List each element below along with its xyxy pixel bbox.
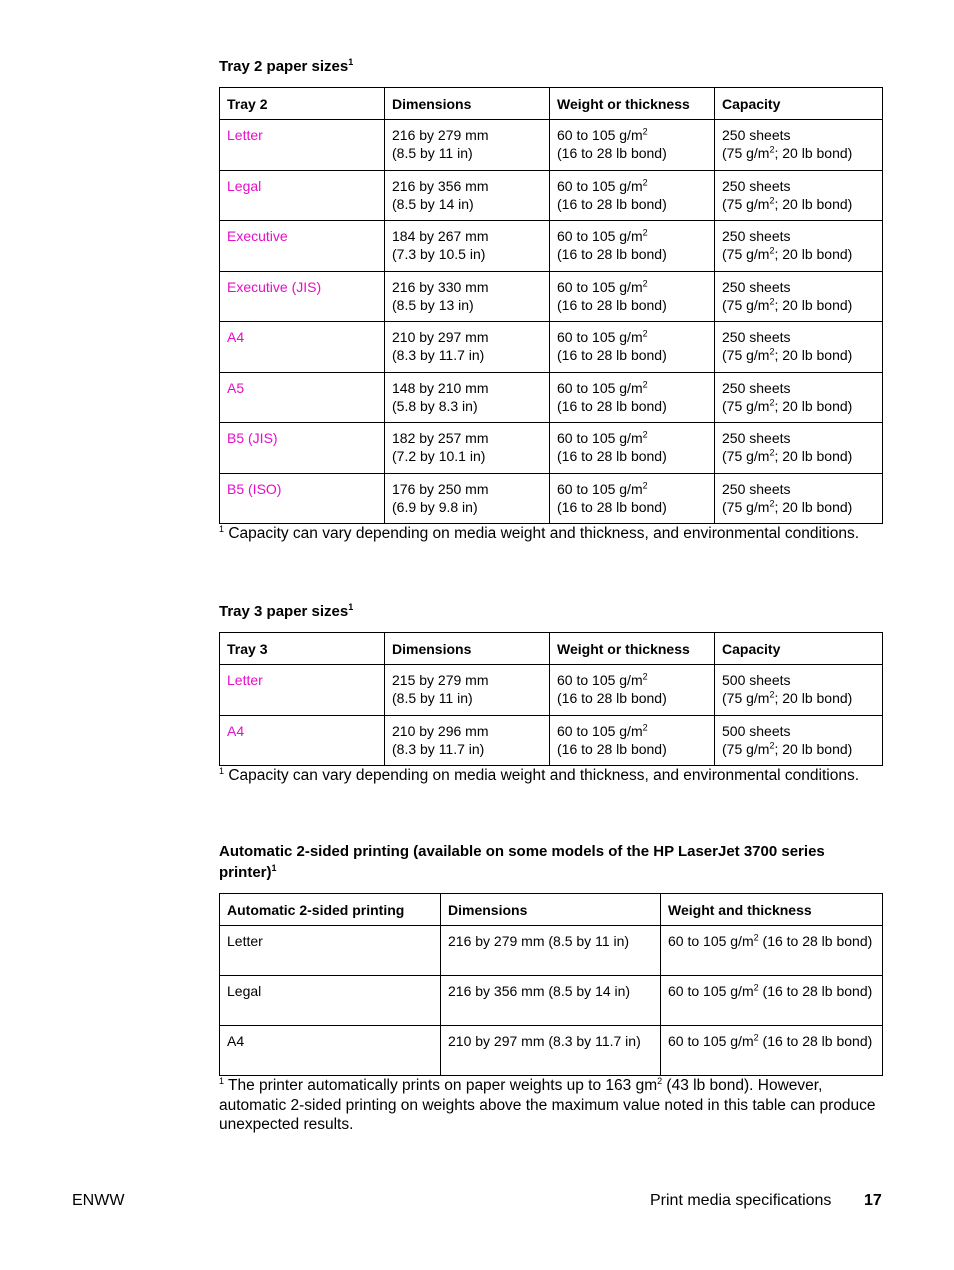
table-row <box>220 271 883 322</box>
duplex-heading: Automatic 2-sided printing (available on some models of the HP LaserJet 3700 series printer)$^1$ <box>219 843 825 881</box>
capacity-sheets: 250 sheets <box>722 228 791 244</box>
table-row <box>220 372 883 423</box>
duplex-table <box>219 893 883 1076</box>
capacity-bond: ; 20 lb bond) <box>774 296 853 313</box>
table-row <box>220 665 883 716</box>
paper-size-label[interactable]: Legal <box>227 177 262 194</box>
paper-size-label[interactable]: A5 <box>227 379 245 396</box>
capacity-cell <box>715 170 883 221</box>
column-header: Weight or thickness <box>550 88 715 120</box>
tray3-footnote: $^1$ Capacity can vary depending on media weight and thickness, and environmental conditions. <box>219 765 860 784</box>
tray3-table <box>219 632 883 766</box>
superscript: 2 <box>769 689 775 700</box>
superscript: 2 <box>769 194 775 205</box>
superscript: 2 <box>769 739 775 750</box>
paper-size-cell: A4 <box>220 1026 441 1076</box>
capacity-sheets: 500 sheets <box>722 672 791 688</box>
dimensions-metric: 210 by 297 mm <box>392 329 489 345</box>
dimensions-cell: 216 by 279 mm (8.5 by 11 in) <box>441 926 661 976</box>
dimensions-imperial: (8.5 by 14 in) <box>392 195 474 212</box>
dimensions-cell <box>385 473 550 524</box>
weight-cell <box>550 715 715 766</box>
capacity-sheets: 250 sheets <box>722 379 791 396</box>
tray2-table <box>219 87 883 524</box>
weight-metric: 60 to 105 g/m <box>668 983 754 999</box>
weight-metric: 60 to 105 g/m <box>557 177 643 194</box>
paper-size-link[interactable] <box>220 665 385 716</box>
capacity-sheets: 250 sheets <box>722 127 791 143</box>
weight-bond: (16 to 28 lb bond) <box>758 933 873 949</box>
superscript: 2 <box>769 245 775 256</box>
weight-bond: (16 to 28 lb bond) <box>557 246 667 262</box>
superscript: 2 <box>642 429 648 440</box>
capacity-sheets: 500 sheets <box>722 722 791 739</box>
dimensions-cell <box>385 665 550 716</box>
superscript: 2 <box>769 447 775 458</box>
dimensions-imperial: (8.5 by 13 in) <box>392 296 474 313</box>
column-header: Capacity <box>715 633 883 665</box>
weight-bond: (16 to 28 lb bond) <box>758 1033 873 1049</box>
paper-size-link[interactable] <box>220 715 385 766</box>
dimensions-metric: 216 by 330 mm <box>392 278 489 295</box>
superscript: 2 <box>769 497 775 508</box>
dimensions-imperial: (6.9 by 9.8 in) <box>392 498 478 515</box>
capacity-sheets: 250 sheets <box>722 480 791 497</box>
column-header: Capacity <box>715 88 883 120</box>
capacity-weight: (75 g/m <box>722 145 770 161</box>
paper-size-link[interactable] <box>220 120 385 171</box>
capacity-cell <box>715 322 883 373</box>
dimensions-metric: 176 by 250 mm <box>392 480 489 497</box>
column-header: Tray 3 <box>220 633 385 665</box>
capacity-bond: ; 20 lb bond) <box>774 246 853 262</box>
capacity-sheets: 250 sheets <box>722 278 791 295</box>
capacity-cell <box>715 715 883 766</box>
dimensions-imperial: (8.5 by 11 in) <box>392 145 473 161</box>
weight-metric: 60 to 105 g/m <box>557 430 643 446</box>
column-header: Automatic 2-sided printing <box>220 894 441 926</box>
tray2-section <box>219 56 882 544</box>
tray2-footnote: $^1$ Capacity can vary depending on media weight and thickness, and environmental conditions. <box>219 523 860 542</box>
superscript: 2 <box>753 1032 759 1043</box>
capacity-sheets: 250 sheets <box>722 430 791 446</box>
superscript: 2 <box>753 982 759 993</box>
duplex-footnote: $^1$ The printer automatically prints on paper weights up to 163 $gm^2$ (43 lb bond). However, automatic 2-sided printing on weights above the maximum value noted in this table can produce unexpected results. <box>219 1075 876 1133</box>
weight-bond: (16 to 28 lb bond) <box>557 397 667 414</box>
weight-cell <box>550 170 715 221</box>
paper-size-label[interactable]: B5 (ISO) <box>227 480 282 497</box>
capacity-cell <box>715 665 883 716</box>
weight-cell <box>550 221 715 272</box>
table-row <box>220 423 883 474</box>
superscript: 2 <box>642 176 648 187</box>
capacity-weight: (75 g/m <box>722 397 770 414</box>
capacity-weight: (75 g/m <box>722 690 770 706</box>
capacity-cell <box>715 120 883 171</box>
dimensions-cell: 216 by 356 mm (8.5 by 14 in) <box>441 976 661 1026</box>
weight-metric: 60 to 105 g/m <box>668 933 754 949</box>
superscript: 2 <box>769 396 775 407</box>
weight-metric: 60 to 105 g/m <box>557 379 643 396</box>
capacity-weight: (75 g/m <box>722 246 770 262</box>
weight-bond: (16 to 28 lb bond) <box>758 983 873 999</box>
superscript: 2 <box>753 932 759 943</box>
capacity-cell <box>715 473 883 524</box>
weight-bond: (16 to 28 lb bond) <box>557 690 667 706</box>
dimensions-metric: 182 by 257 mm <box>392 430 489 446</box>
dimensions-metric: 148 by 210 mm <box>392 379 489 396</box>
page-number: 17 <box>864 1192 882 1209</box>
table-row <box>220 170 883 221</box>
capacity-weight: (75 g/m <box>722 296 770 313</box>
duplex-section <box>219 841 882 1135</box>
weight-bond: (16 to 28 lb bond) <box>557 448 667 464</box>
superscript: 2 <box>642 277 648 288</box>
superscript: 2 <box>769 144 775 155</box>
dimensions-cell <box>385 372 550 423</box>
tray2-heading: Tray 2 paper sizes$^1$ <box>219 57 354 75</box>
paper-size-link[interactable] <box>220 170 385 221</box>
capacity-weight: (75 g/m <box>722 448 770 464</box>
paper-size-label[interactable]: Executive <box>227 228 288 244</box>
capacity-weight: (75 g/m <box>722 195 770 212</box>
capacity-weight: (75 g/m <box>722 740 770 757</box>
paper-size-label[interactable]: Letter <box>227 672 263 688</box>
capacity-bond: ; 20 lb bond) <box>774 448 853 464</box>
capacity-bond: ; 20 lb bond) <box>774 397 853 414</box>
superscript: 2 <box>642 227 648 238</box>
dimensions-cell <box>385 170 550 221</box>
dimensions-metric: 216 by 356 mm <box>392 177 489 194</box>
table-row <box>220 976 883 1026</box>
dimensions-imperial: (8.3 by 11.7 in) <box>392 740 485 757</box>
superscript: 2 <box>769 346 775 357</box>
capacity-bond: ; 20 lb bond) <box>774 347 853 363</box>
weight-bond: (16 to 28 lb bond) <box>557 145 667 161</box>
capacity-weight: (75 g/m <box>722 347 770 363</box>
column-header: Dimensions <box>441 894 661 926</box>
superscript: 2 <box>642 479 648 490</box>
capacity-sheets: 250 sheets <box>722 329 791 345</box>
weight-cell <box>661 976 883 1026</box>
dimensions-imperial: (8.5 by 11 in) <box>392 690 473 706</box>
superscript: 2 <box>642 378 648 389</box>
dimensions-metric: 216 by 279 mm <box>392 127 489 143</box>
capacity-cell <box>715 221 883 272</box>
column-header: Tray 2 <box>220 88 385 120</box>
superscript: 2 <box>769 295 775 306</box>
table-row <box>220 926 883 976</box>
paper-size-label[interactable]: Letter <box>227 127 263 143</box>
dimensions-imperial: (7.3 by 10.5 in) <box>392 246 486 262</box>
dimensions-cell <box>385 221 550 272</box>
column-header: Dimensions <box>385 633 550 665</box>
superscript: 2 <box>642 126 648 137</box>
weight-cell <box>661 926 883 976</box>
weight-bond: (16 to 28 lb bond) <box>557 195 667 212</box>
capacity-sheets: 250 sheets <box>722 177 791 194</box>
weight-bond: (16 to 28 lb bond) <box>557 498 667 515</box>
table-row <box>220 120 883 171</box>
paper-size-label[interactable]: A4 <box>227 329 245 345</box>
capacity-bond: ; 20 lb bond) <box>774 690 853 706</box>
weight-metric: 60 to 105 g/m <box>557 480 643 497</box>
weight-cell <box>550 322 715 373</box>
weight-metric: 60 to 105 g/m <box>557 127 643 143</box>
column-header: Weight and thickness <box>661 894 883 926</box>
footer-section-title: Print media specifications <box>650 1192 832 1209</box>
tray3-section <box>219 601 882 786</box>
weight-metric: 60 to 105 g/m <box>557 672 643 688</box>
dimensions-metric: 215 by 279 mm <box>392 672 489 688</box>
dimensions-imperial: (8.3 by 11.7 in) <box>392 347 485 363</box>
paper-size-label[interactable]: Executive (JIS) <box>227 278 322 295</box>
table-row <box>220 221 883 272</box>
capacity-cell <box>715 423 883 474</box>
dimensions-cell <box>385 715 550 766</box>
superscript: 2 <box>642 671 648 682</box>
weight-metric: 60 to 105 g/m <box>557 329 643 345</box>
table-row <box>220 715 883 766</box>
paper-size-link[interactable] <box>220 322 385 373</box>
dimensions-metric: 210 by 296 mm <box>392 722 489 739</box>
weight-cell <box>550 271 715 322</box>
dimensions-cell <box>385 322 550 373</box>
paper-size-cell: Letter <box>220 926 441 976</box>
dimensions-imperial: (5.8 by 8.3 in) <box>392 397 478 414</box>
weight-metric: 60 to 105 g/m <box>557 228 643 244</box>
capacity-weight: (75 g/m <box>722 498 770 515</box>
paper-size-cell: Legal <box>220 976 441 1026</box>
capacity-bond: ; 20 lb bond) <box>774 740 853 757</box>
table-header-row <box>220 894 883 926</box>
weight-bond: (16 to 28 lb bond) <box>557 740 667 757</box>
capacity-bond: ; 20 lb bond) <box>774 498 853 515</box>
paper-size-link[interactable] <box>220 473 385 524</box>
dimensions-imperial: (7.2 by 10.1 in) <box>392 448 486 464</box>
weight-cell <box>550 473 715 524</box>
weight-cell <box>550 372 715 423</box>
table-row <box>220 322 883 373</box>
table-row <box>220 473 883 524</box>
weight-metric: 60 to 105 g/m <box>668 1033 754 1049</box>
paper-size-link[interactable] <box>220 423 385 474</box>
tray3-heading: Tray 3 paper sizes$^1$ <box>219 602 354 620</box>
column-header: Dimensions <box>385 88 550 120</box>
footer-left: ENWW <box>72 1192 125 1209</box>
weight-bond: (16 to 28 lb bond) <box>557 347 667 363</box>
paper-size-link[interactable] <box>220 271 385 322</box>
weight-metric: 60 to 105 g/m <box>557 278 643 295</box>
weight-cell <box>661 1026 883 1076</box>
paper-size-link[interactable] <box>220 372 385 423</box>
dimensions-cell <box>385 423 550 474</box>
weight-cell <box>550 665 715 716</box>
table-header-row <box>220 88 883 120</box>
weight-bond: (16 to 28 lb bond) <box>557 296 667 313</box>
weight-metric: 60 to 105 g/m <box>557 722 643 739</box>
capacity-bond: ; 20 lb bond) <box>774 195 853 212</box>
paper-size-label[interactable]: A4 <box>227 722 245 739</box>
weight-cell <box>550 423 715 474</box>
dimensions-cell <box>385 271 550 322</box>
superscript: 2 <box>642 721 648 732</box>
capacity-bond: ; 20 lb bond) <box>774 145 853 161</box>
dimensions-cell <box>385 120 550 171</box>
column-header: Weight or thickness <box>550 633 715 665</box>
paper-size-label[interactable]: B5 (JIS) <box>227 430 278 446</box>
table-header-row <box>220 633 883 665</box>
weight-cell <box>550 120 715 171</box>
paper-size-link[interactable] <box>220 221 385 272</box>
capacity-cell <box>715 271 883 322</box>
superscript: 2 <box>642 328 648 339</box>
dimensions-cell: 210 by 297 mm (8.3 by 11.7 in) <box>441 1026 661 1076</box>
capacity-cell <box>715 372 883 423</box>
dimensions-metric: 184 by 267 mm <box>392 228 489 244</box>
table-row <box>220 1026 883 1076</box>
